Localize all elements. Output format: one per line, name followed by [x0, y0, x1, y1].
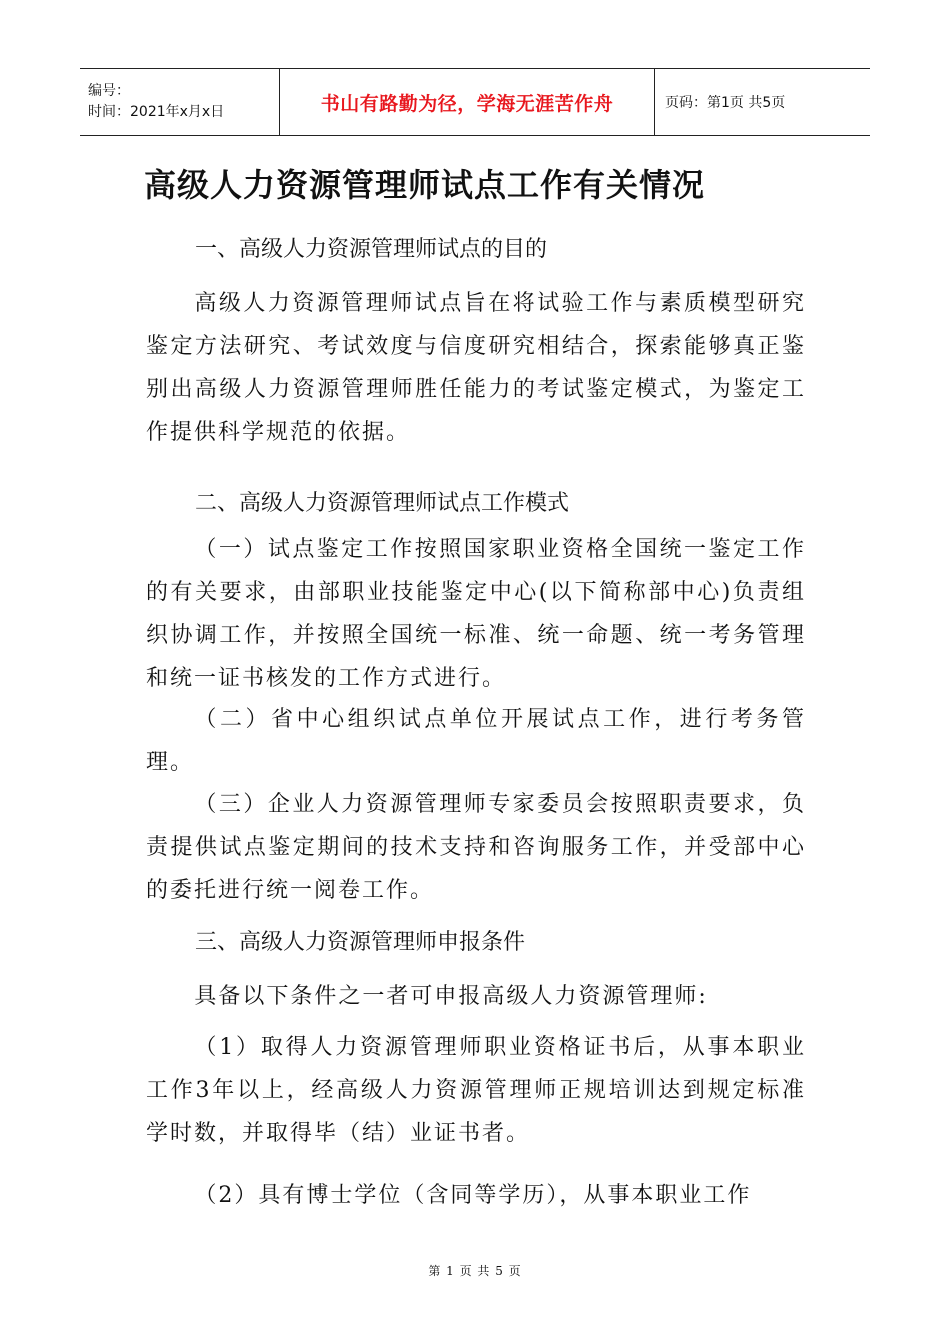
number-label: 编号：	[88, 83, 130, 99]
paragraph-work-mode-2: （二）省中心组织试点单位开展试点工作，进行考务管理。	[146, 707, 806, 775]
page-footer: 第 1 页 共 5 页	[428, 1264, 522, 1278]
paragraph-work-mode-3: （三）企业人力资源管理师专家委员会按照职责要求，负责提供试点鉴定期间的技术支持和咨询服务工作，并受部中心的委托进行统一阅卷工作。	[146, 792, 806, 903]
paragraph-condition-2: （2）具有博士学位（含同等学历），从事本职业工作	[194, 1183, 752, 1208]
document-header	[80, 68, 870, 136]
section-heading-purpose: 一、高级人力资源管理师试点的目的	[195, 237, 548, 262]
time-label: 时间：2021年x月x日	[88, 104, 225, 120]
header-motto-cell	[280, 69, 655, 135]
header-meta-cell	[80, 69, 280, 135]
paragraph-purpose: 高级人力资源管理师试点旨在将试验工作与素质模型研究鉴定方法研究、考试效度与信度研究相结合，探索能够真正鉴别出高级人力资源管理师胜任能力的考试鉴定模式，为鉴定工作提供科学规范的依据。	[146, 291, 806, 445]
paragraph-conditions-intro: 具备以下条件之一者可申报高级人力资源管理师:	[194, 984, 708, 1009]
motto-text: 书山有路勤为径，学海无涯苦作舟	[320, 92, 614, 115]
section-heading-work-mode: 二、高级人力资源管理师试点工作模式	[195, 491, 570, 516]
paragraph-condition-1: （1）取得人力资源管理师职业资格证书后，从事本职业工作3年以上，经高级人力资源管理师正规培训达到规定标准学时数，并取得毕（结）业证书者。	[146, 1035, 806, 1146]
paragraph-work-mode-1: （一）试点鉴定工作按照国家职业资格全国统一鉴定工作的有关要求，由部职业技能鉴定中心(以下简称部中心)负责组织协调工作，并按照全国统一标准、统一命题、统一考务管理和统一证书核发的工作方式进行。	[146, 537, 806, 691]
section-heading-conditions: 三、高级人力资源管理师申报条件	[195, 930, 526, 955]
header-page-cell	[655, 69, 870, 135]
page-label: 页码：第1页 共5页	[665, 95, 786, 111]
document-title: 高级人力资源管理师试点工作有关情况	[144, 166, 706, 204]
